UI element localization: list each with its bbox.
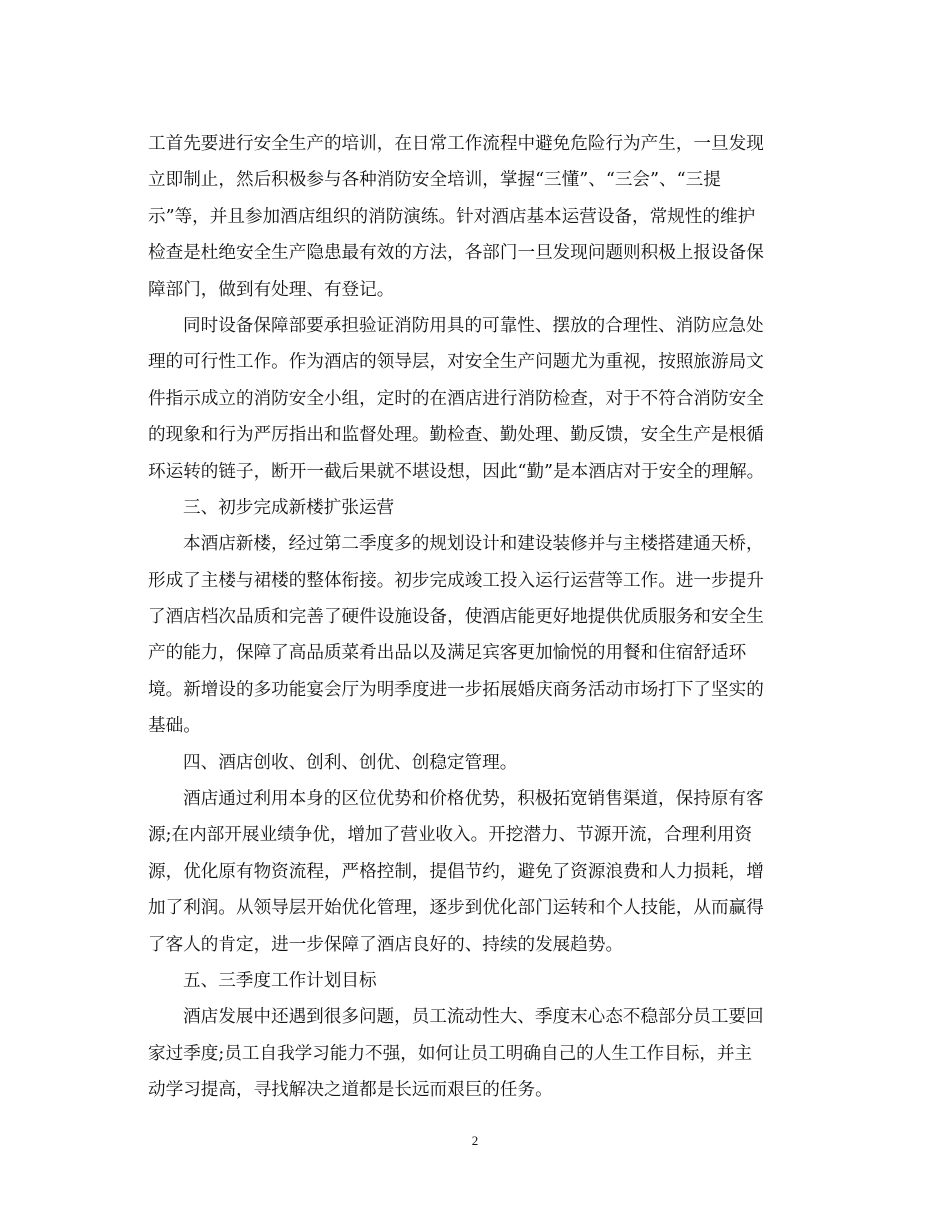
text-line: 理的可行性工作。作为酒店的领导层，对安全生产问题尤为重视，按照旅游局文 [148, 352, 764, 373]
text-line: 立即制止，然后积极参与各种消防安全培训，掌握“三懂”、“三会”、“三提 [148, 170, 721, 191]
page-number: 2 [471, 1133, 479, 1148]
text-line: 工首先要进行安全生产的培训，在日常工作流程中避免危险行为产生，一旦发现 [148, 134, 764, 154]
text-line: 家过季度;员工自我学习能力不强，如何让员工明确自己的人生工作目标，并主 [148, 1043, 753, 1064]
text-line: 境。新增设的多功能宴会厅为明季度进一步拓展婚庆商务活动市场打下了坚实的 [148, 679, 764, 700]
text-line: 检查是杜绝安全生产隐患最有效的方法，各部门一旦发现问题则积极上报设备保 [148, 243, 764, 264]
text-line: 产的能力，保障了高品质菜肴出品以及满足宾客更加愉悦的用餐和住宿舒适环 [148, 643, 747, 664]
section-heading: 五、三季度工作计划目标 [183, 970, 377, 991]
text-line: 件指示成立的消防安全小组，定时的在酒店进行消防检查，对于不符合消防安全 [148, 388, 764, 409]
text-line: 示”等，并且参加酒店组织的消防演练。针对酒店基本运营设备，常规性的维护 [148, 206, 756, 227]
text-line: 动学习提高，寻找解决之道都是长远而艰巨的任务。 [148, 1080, 553, 1101]
text-line: 源;在内部开展业绩争优，增加了营业收入。开挖潜力、节源开流，合理利用资 [148, 825, 753, 846]
text-line: 障部门，做到有处理、有登记。 [148, 279, 395, 300]
text-line: 了酒店档次品质和完善了硬件设施设备，使酒店能更好地提供优质服务和安全生 [148, 607, 764, 628]
text-line: 源，优化原有物资流程，严格控制，提倡节约，避免了资源浪费和人力损耗，增 [148, 861, 764, 882]
text-line: 基础。 [148, 716, 201, 737]
document-body [148, 126, 803, 1109]
text-line: 酒店通过利用本身的区位优势和价格优势，积极拓宽销售渠道，保持原有客 [183, 789, 764, 810]
text-line: 本酒店新楼，经过第二季度多的规划设计和建设装修并与主楼搭建通天桥， [183, 534, 764, 555]
section-heading: 三、初步完成新楼扩张运营 [183, 497, 395, 518]
text-line: 了客人的肯定，进一步保障了酒店良好的、持续的发展趋势。 [148, 934, 624, 955]
text-line: 形成了主楼与裙楼的整体衔接。初步完成竣工投入运行运营等工作。进一步提升 [148, 570, 764, 591]
text-line: 的现象和行为严厉指出和监督处理。勤检查、勤处理、勤反馈，安全生产是根循 [148, 425, 764, 446]
section-heading: 四、酒店创收、创利、创优、创稳定管理。 [183, 752, 518, 773]
text-line: 环运转的链子，断开一截后果就不堪设想，因此“勤”是本酒店对于安全的理解。 [148, 461, 765, 482]
text-line: 酒店发展中还遇到很多问题，员工流动性大、季度末心态不稳部分员工要回 [183, 1007, 764, 1028]
text-line: 加了利润。从领导层开始优化管理，逐步到优化部门运转和个人技能，从而赢得 [148, 898, 764, 919]
text-line: 同时设备保障部要承担验证消防用具的可靠性、摆放的合理性、消防应急处 [183, 315, 764, 336]
